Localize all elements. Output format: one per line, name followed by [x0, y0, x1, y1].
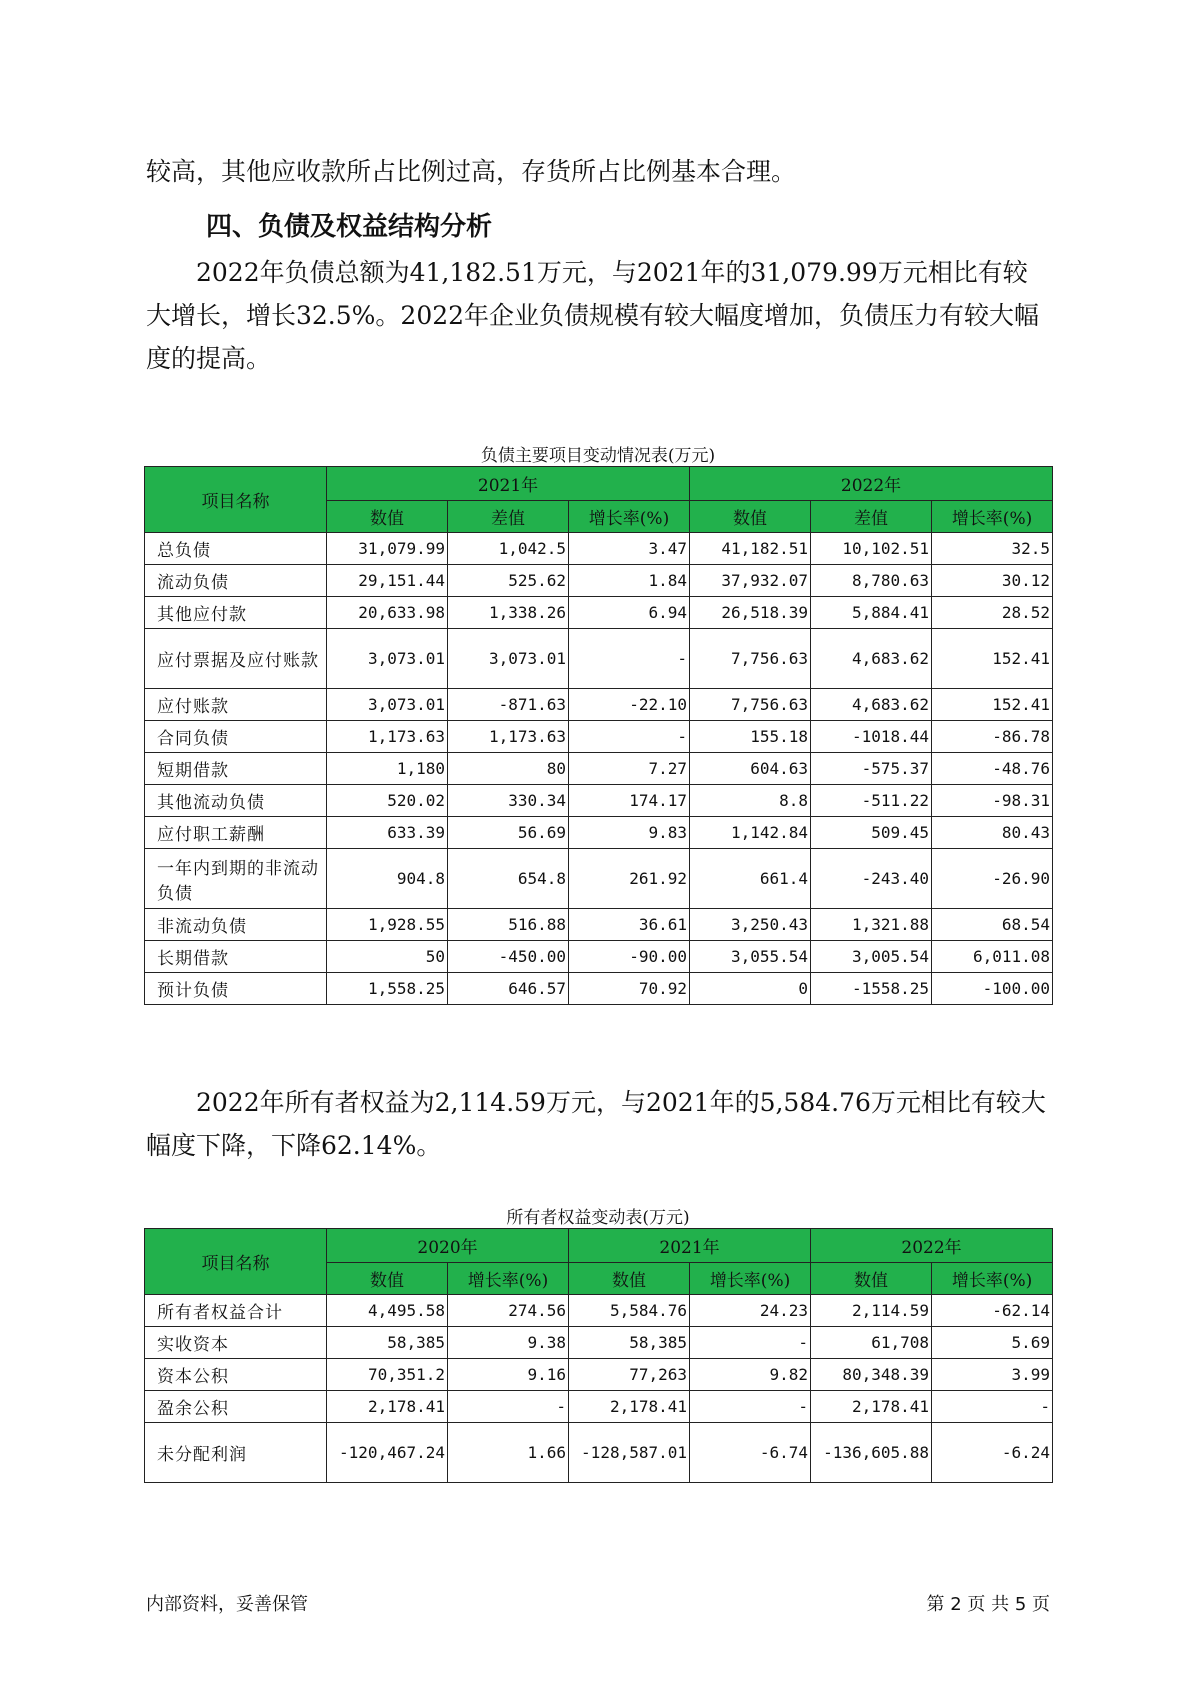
- table-cell: 68.54: [932, 909, 1053, 941]
- table-cell: -871.63: [448, 689, 569, 721]
- table-cell: 6.94: [569, 597, 690, 629]
- equity-table: [144, 1228, 1053, 1483]
- table-cell: 41,182.51: [690, 533, 811, 565]
- table-cell: 661.4: [690, 849, 811, 909]
- table-cell: 1,338.26: [448, 597, 569, 629]
- table-cell: 604.63: [690, 753, 811, 785]
- table-row: [145, 785, 1053, 817]
- table-cell: 24.23: [690, 1295, 811, 1327]
- table-cell: 1.84: [569, 565, 690, 597]
- table-cell: 330.34: [448, 785, 569, 817]
- table-cell: 20,633.98: [327, 597, 448, 629]
- table-cell: 3.99: [932, 1359, 1053, 1391]
- table-cell: 61,708: [811, 1327, 932, 1359]
- column-header: 数值: [327, 1263, 448, 1295]
- liability-summary: 2022年负债总额为41,182.51万元，与2021年的31,079.99万元相比有较大增长，增长32.5%。2022年企业负债规模有较大幅度增加，负债压力有较大幅度的提高。: [146, 258, 1040, 373]
- year-header: 2022年: [811, 1229, 1053, 1263]
- table-row: [145, 1391, 1053, 1423]
- table-cell: 3,073.01: [327, 629, 448, 689]
- table-row: [145, 973, 1053, 1005]
- table-cell: 516.88: [448, 909, 569, 941]
- table-cell: 654.8: [448, 849, 569, 909]
- column-header: 数值: [569, 1263, 690, 1295]
- table-cell: 7,756.63: [690, 689, 811, 721]
- table-cell: 1,173.63: [448, 721, 569, 753]
- table-row: [145, 1295, 1053, 1327]
- column-header: 增长率(%): [932, 1263, 1053, 1295]
- footer-confidential: 内部资料，妥善保管: [146, 1594, 308, 1615]
- table-cell: 1,928.55: [327, 909, 448, 941]
- section-heading: 四、负债及权益结构分析: [206, 212, 493, 242]
- row-label: 其他应付款: [145, 597, 327, 629]
- row-label: 预计负债: [145, 973, 327, 1005]
- table-cell: 3,250.43: [690, 909, 811, 941]
- table-cell: 8,780.63: [811, 565, 932, 597]
- table-cell: -48.76: [932, 753, 1053, 785]
- table-cell: 1,042.5: [448, 533, 569, 565]
- footer-page-number: 第 2 页 共 5 页: [926, 1594, 1050, 1615]
- row-label: 流动负债: [145, 565, 327, 597]
- table-cell: 2,178.41: [327, 1391, 448, 1423]
- table-cell: -26.90: [932, 849, 1053, 909]
- table-cell: 1.66: [448, 1423, 569, 1483]
- row-label: 应付账款: [145, 689, 327, 721]
- column-header: 增长率(%): [569, 501, 690, 533]
- table-cell: 9.38: [448, 1327, 569, 1359]
- table-cell: 80.43: [932, 817, 1053, 849]
- table-cell: -100.00: [932, 973, 1053, 1005]
- table-cell: -90.00: [569, 941, 690, 973]
- table-cell: 70.92: [569, 973, 690, 1005]
- row-label: 所有者权益合计: [145, 1295, 327, 1327]
- intro-text: 较高，其他应收款所占比例过高，存货所占比例基本合理。: [146, 157, 797, 186]
- row-label: 其他流动负债: [145, 785, 327, 817]
- table-cell: 5,884.41: [811, 597, 932, 629]
- row-label: 短期借款: [145, 753, 327, 785]
- row-label: 总负债: [145, 533, 327, 565]
- table-cell: 7.27: [569, 753, 690, 785]
- table1-caption: 负债主要项目变动情况表(万元): [480, 446, 716, 466]
- year-header: 2022年: [690, 467, 1053, 501]
- table-cell: -: [448, 1391, 569, 1423]
- table-cell: -128,587.01: [569, 1423, 690, 1483]
- table-cell: 525.62: [448, 565, 569, 597]
- table-cell: -86.78: [932, 721, 1053, 753]
- column-header: 差值: [448, 501, 569, 533]
- table-row: [145, 1423, 1053, 1483]
- table-cell: -: [569, 721, 690, 753]
- table-cell: -6.24: [932, 1423, 1053, 1483]
- table-cell: -511.22: [811, 785, 932, 817]
- table-cell: 633.39: [327, 817, 448, 849]
- row-label: 应付职工薪酬: [145, 817, 327, 849]
- table-cell: 174.17: [569, 785, 690, 817]
- table-cell: 0: [690, 973, 811, 1005]
- table-cell: 7,756.63: [690, 629, 811, 689]
- table-cell: 509.45: [811, 817, 932, 849]
- row-label: 合同负债: [145, 721, 327, 753]
- year-header: 2021年: [327, 467, 690, 501]
- table-cell: 8.8: [690, 785, 811, 817]
- table-cell: -575.37: [811, 753, 932, 785]
- column-header: 增长率(%): [932, 501, 1053, 533]
- table-cell: -243.40: [811, 849, 932, 909]
- table-cell: 4,683.62: [811, 629, 932, 689]
- table2-caption: 所有者权益变动表(万元): [506, 1208, 690, 1228]
- table-cell: 29,151.44: [327, 565, 448, 597]
- table-cell: -62.14: [932, 1295, 1053, 1327]
- table-cell: 3,055.54: [690, 941, 811, 973]
- table-cell: 274.56: [448, 1295, 569, 1327]
- table-cell: 58,385: [327, 1327, 448, 1359]
- table-cell: 261.92: [569, 849, 690, 909]
- table-cell: 36.61: [569, 909, 690, 941]
- table-cell: 1,142.84: [690, 817, 811, 849]
- table-cell: 646.57: [448, 973, 569, 1005]
- item-name-header: 项目名称: [145, 1229, 327, 1295]
- table-cell: -136,605.88: [811, 1423, 932, 1483]
- table-row: [145, 1359, 1053, 1391]
- table-row: [145, 909, 1053, 941]
- row-label: 未分配利润: [145, 1423, 327, 1483]
- table-cell: 152.41: [932, 689, 1053, 721]
- table-cell: 26,518.39: [690, 597, 811, 629]
- row-label: 应付票据及应付账款: [145, 629, 327, 689]
- table-cell: 4,495.58: [327, 1295, 448, 1327]
- column-header: 数值: [327, 501, 448, 533]
- table-cell: 56.69: [448, 817, 569, 849]
- table-cell: 2,178.41: [569, 1391, 690, 1423]
- table-row: [145, 817, 1053, 849]
- table-cell: 5.69: [932, 1327, 1053, 1359]
- table-cell: -1018.44: [811, 721, 932, 753]
- table-row: [145, 849, 1053, 909]
- table-row: [145, 721, 1053, 753]
- year-header: 2020年: [327, 1229, 569, 1263]
- table-cell: 31,079.99: [327, 533, 448, 565]
- table-cell: 9.83: [569, 817, 690, 849]
- equity-summary: 2022年所有者权益为2,114.59万元，与2021年的5,584.76万元相比有较大幅度下降，下降62.14%。: [146, 1088, 1046, 1160]
- table-cell: 30.12: [932, 565, 1053, 597]
- row-label: 长期借款: [145, 941, 327, 973]
- table-row: [145, 533, 1053, 565]
- table-cell: 155.18: [690, 721, 811, 753]
- table-cell: 4,683.62: [811, 689, 932, 721]
- table-cell: -22.10: [569, 689, 690, 721]
- table-cell: 9.82: [690, 1359, 811, 1391]
- column-header: 增长率(%): [690, 1263, 811, 1295]
- liability-table: [144, 466, 1053, 1005]
- table-cell: 70,351.2: [327, 1359, 448, 1391]
- table-cell: 904.8: [327, 849, 448, 909]
- table-row: [145, 753, 1053, 785]
- table-cell: 77,263: [569, 1359, 690, 1391]
- table-cell: 3,073.01: [448, 629, 569, 689]
- row-label: 非流动负债: [145, 909, 327, 941]
- row-label: 盈余公积: [145, 1391, 327, 1423]
- table-cell: 37,932.07: [690, 565, 811, 597]
- table-cell: 520.02: [327, 785, 448, 817]
- table-row: [145, 597, 1053, 629]
- table-cell: 2,178.41: [811, 1391, 932, 1423]
- table-cell: 3,005.54: [811, 941, 932, 973]
- table-cell: 28.52: [932, 597, 1053, 629]
- table-cell: -6.74: [690, 1423, 811, 1483]
- table-row: [145, 1327, 1053, 1359]
- table-cell: 80,348.39: [811, 1359, 932, 1391]
- table-cell: -450.00: [448, 941, 569, 973]
- table-cell: 1,321.88: [811, 909, 932, 941]
- table-cell: 6,011.08: [932, 941, 1053, 973]
- table-cell: 58,385: [569, 1327, 690, 1359]
- year-header: 2021年: [569, 1229, 811, 1263]
- table-cell: 1,558.25: [327, 973, 448, 1005]
- table-cell: -120,467.24: [327, 1423, 448, 1483]
- table-row: [145, 689, 1053, 721]
- column-header: 数值: [690, 501, 811, 533]
- table-cell: 3.47: [569, 533, 690, 565]
- table-cell: -: [569, 629, 690, 689]
- table-cell: 152.41: [932, 629, 1053, 689]
- row-label: 实收资本: [145, 1327, 327, 1359]
- table-cell: 1,180: [327, 753, 448, 785]
- table-cell: -: [690, 1327, 811, 1359]
- row-label: 资本公积: [145, 1359, 327, 1391]
- table-cell: 9.16: [448, 1359, 569, 1391]
- table-cell: -1558.25: [811, 973, 932, 1005]
- table-cell: 10,102.51: [811, 533, 932, 565]
- table-row: [145, 629, 1053, 689]
- table-row: [145, 565, 1053, 597]
- table-cell: 5,584.76: [569, 1295, 690, 1327]
- row-label: 一年内到期的非流动负债: [145, 849, 327, 909]
- item-name-header: 项目名称: [145, 467, 327, 533]
- table-cell: -98.31: [932, 785, 1053, 817]
- column-header: 增长率(%): [448, 1263, 569, 1295]
- table-cell: 3,073.01: [327, 689, 448, 721]
- column-header: 数值: [811, 1263, 932, 1295]
- table-cell: -: [932, 1391, 1053, 1423]
- table-cell: -: [690, 1391, 811, 1423]
- table-cell: 32.5: [932, 533, 1053, 565]
- table-cell: 2,114.59: [811, 1295, 932, 1327]
- table-row: [145, 941, 1053, 973]
- table-cell: 80: [448, 753, 569, 785]
- column-header: 差值: [811, 501, 932, 533]
- table-cell: 50: [327, 941, 448, 973]
- table-cell: 1,173.63: [327, 721, 448, 753]
